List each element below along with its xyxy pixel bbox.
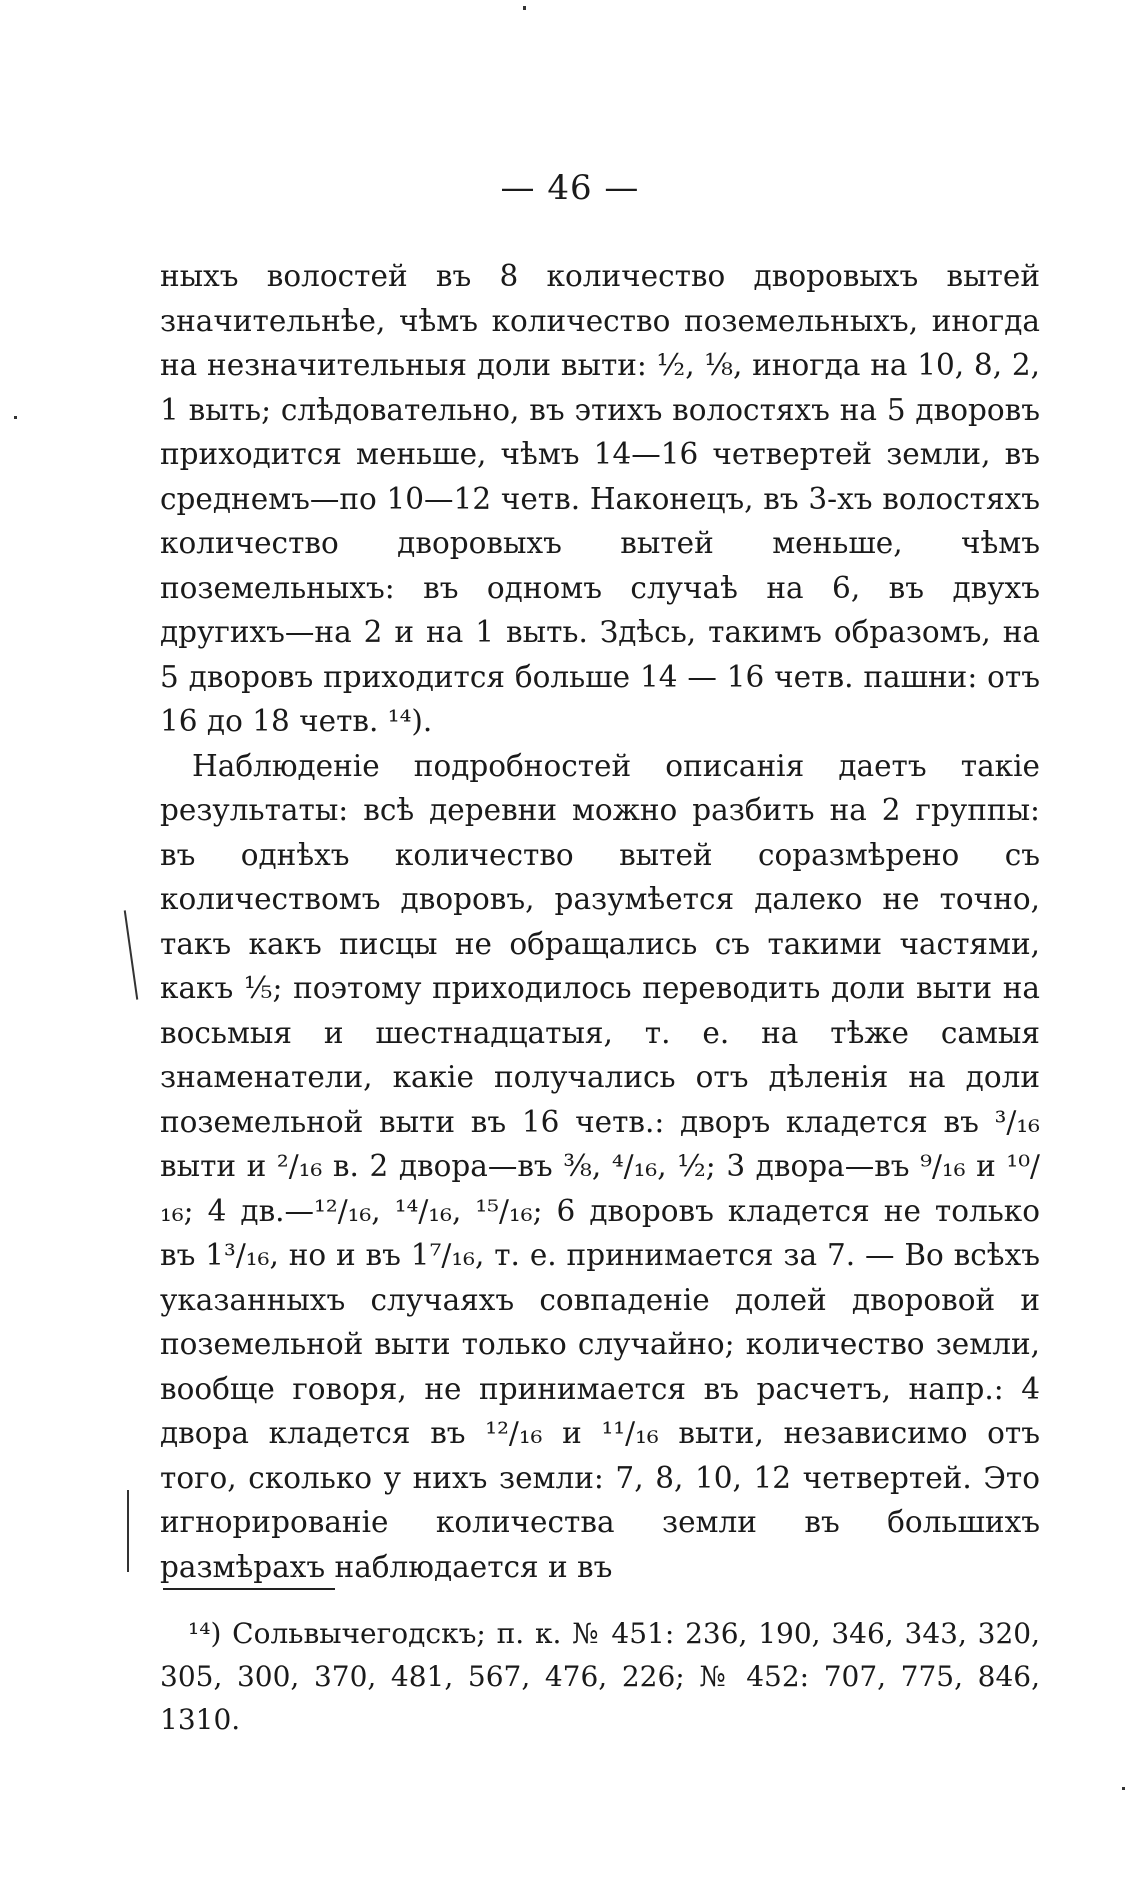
page-number: — 46 —: [500, 168, 640, 208]
paragraph: Наблюденіе подробностей описанія даетъ такіе результаты: всѣ деревни можно разбить на 2 группы: въ однѣхъ количество вытей соразмѣрено съ количествомъ дворовъ, разумѣется далеко не точно, такъ какъ писцы не обращались съ такими частями, какъ ⅕; поэтому приходилось переводить доли выти на восьмыя и шестнадцатыя, т. е. на тѣже самыя знаменатели, какіе получались отъ дѣленія на доли поземельной выти въ 16 четв.: дворъ кладется въ ³/₁₆ выти и ²/₁₆ в. 2 двора—въ ⅜, ⁴/₁₆, ½; 3 двора—въ ⁹/₁₆ и ¹⁰/₁₆; 4 дв.—¹²/₁₆, ¹⁴/₁₆, ¹⁵/₁₆; 6 дворовъ кладется не только въ 1³/₁₆, но и въ 1⁷/₁₆, т. е. принимается за 7. — Во всѣхъ указанныхъ случаяхъ совпаденіе долей дворовой и поземельной выти только случайно; количество земли, вообще говоря, не принимается въ расчетъ, напр.: 4 двора кладется въ ¹²/₁₆ и ¹¹/₁₆ выти, независимо отъ того, сколько у нихъ земли: 7, 8, 10, 12 четвертей. Это игнорированіе количества земли въ большихъ размѣрахъ наблюдается и въ: [160, 748, 1040, 1584]
margin-pencil-mark: [124, 910, 139, 999]
scan-speck: [1122, 1787, 1125, 1790]
footnote: [160, 1612, 1040, 1741]
scan-speck: [14, 416, 17, 419]
paragraph: ныхъ волостей въ 8 количество дворовыхъ вытей значительнѣе, чѣмъ количество поземельныхъ, иногда на незначительныя доли выти: ½, ⅛, иногда на 10, 8, 2, 1 выть; слѣдовательно, въ этихъ волостяхъ на 5 дворовъ приходится меньше, чѣмъ 14—16 четвертей земли, въ среднемъ—по 10—12 четв. Наконецъ, въ 3-хъ волостяхъ количество дворовыхъ вытей меньше, чѣмъ поземельныхъ: въ одномъ случаѣ на 6, въ двухъ другихъ—на 2 и на 1 выть. Здѣсь, такимъ образомъ, на 5 дворовъ приходится больше 14 — 16 четв. пашни: отъ 16 до 18 четв. ¹⁴).: [160, 259, 1040, 738]
footnote-text: ¹⁴) Сольвычегодскъ; п. к. № 451: 236, 190, 346, 343, 320, 305, 300, 370, 481, 567, 476, 226; № 452: 707, 775, 846, 1310.: [160, 1617, 1040, 1736]
main-text: [160, 254, 1040, 1589]
footnote-divider: [163, 1588, 335, 1590]
scan-speck: [523, 6, 526, 10]
margin-pencil-mark: [127, 1490, 129, 1572]
